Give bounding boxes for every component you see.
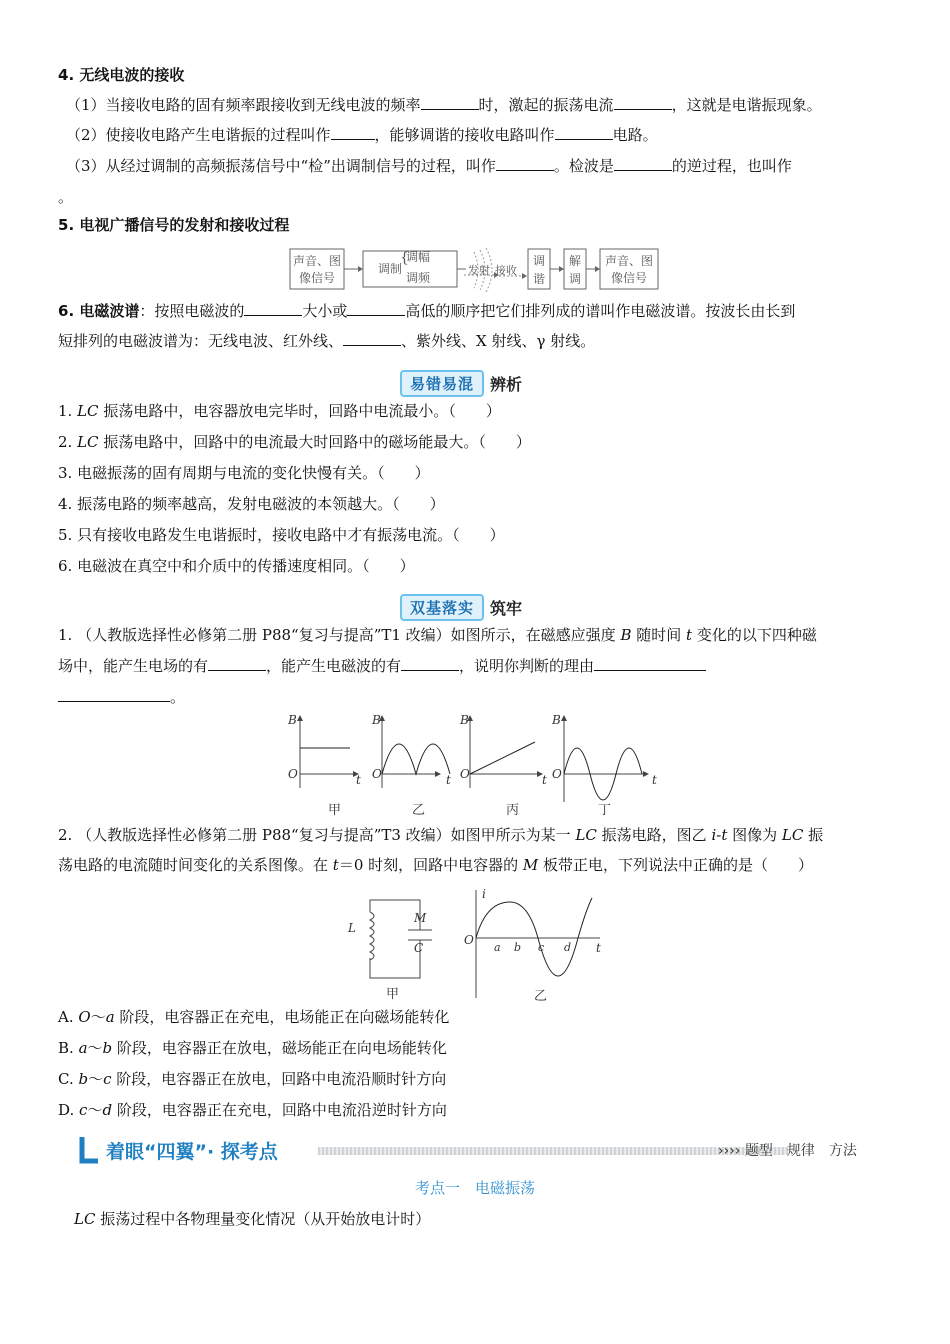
banner-basics [400,594,522,620]
s6-line-2: 短排列的电磁波谱为：无线电波、红外线、 、紫外线、X 射线、γ 射线。 [58,332,596,350]
q2-tick-b: b [514,941,522,954]
q1-graph2-origin: O [372,767,382,781]
flow-box5-line1: 声音、图 [604,254,654,268]
s4-line-3: （3）从经过调制的高频振荡信号中“检”出调制信号的过程，叫作 。检波是 的逆过程，也叫作 [66,157,792,175]
q1-line-2: 场中，能产生电场的有 ，能产生电磁波的有 ，说明你判断的理由 [58,655,706,677]
option-a: A. O～a 阶段，电容器正在充电，电场能正在向磁场能转化 [58,1008,450,1026]
judge-item: 2. LC 振荡电路中，回路中的电流最大时回路中的磁场能最大。（ ） [58,433,531,451]
flow-box4-line1: 解 [568,254,582,268]
q2-line-1: 2. （人教版选择性必修第二册 P88“复习与提高”T3 改编）如图甲所示为某一 LC 振荡电路，图乙 i-t 图像为 LC 振 [58,826,824,844]
q1-caption-3: 丙 [506,803,520,818]
section-bracket-icon [78,1135,102,1165]
last-line: LC 振荡过程中各物理量变化情况（从开始放电计时） [74,1210,431,1228]
flow-sub-fm: 调频 [406,271,431,285]
q2-circuit-caption: 甲 [386,987,400,1002]
section-title: 着眼“四翼”· 探考点 [106,1141,278,1163]
q1-graph4-xlabel: t [652,773,657,787]
q1-graph3-xlabel: t [542,773,547,787]
q1-graph1-ylabel: B [288,713,297,727]
section-header-bar [78,1135,878,1165]
q1-graph4-ylabel: B [552,713,561,727]
q2-label-M: M [414,911,427,925]
banner-errors-tail: 辨析 [490,374,523,394]
banner-basics-tail: 筑牢 [490,598,523,618]
s4-line-4: 。 [58,188,74,206]
option-c: C. b～c 阶段，电容器正在放电，回路中电流沿顺时针方向 [58,1070,447,1088]
section-4-title: 4. 无线电波的接收 [58,66,185,84]
q2-label-C: C [414,941,424,955]
q1-caption-2: 乙 [412,803,426,818]
q2-label-L: L [348,921,356,935]
q1-graphs [280,712,670,822]
flow-sub-am: 调幅 [406,250,431,264]
q1-line-1: 1. （人教版选择性必修第二册 P88“复习与提高”T1 改编）如图所示，在磁感应强度 B 随时间 t 变化的以下四种磁 [58,626,817,644]
s4-line-1: （1）当接收电路的固有频率跟接收到无线电波的频率 时，激起的振荡电流 ，这就是电谐振现象。 [66,96,822,114]
option-b: B. a～b 阶段，电容器正在放电，磁场能正在向电场能转化 [58,1039,447,1057]
banner-basics-tag: 双基落实 [400,594,484,621]
q2-graph-caption: 乙 [534,989,548,1004]
s6-line-1: 6. 电磁波谱：按照电磁波的 大小或 高低的顺序把它们排列成的谱叫作电磁波谱。按波长由长到 [58,302,796,320]
subsection-title: 考点一 电磁振荡 [414,1179,535,1197]
q2-graph-ylabel: i [482,888,486,901]
q1-graph2-ylabel: B [372,713,381,727]
q1-graph1-origin: O [288,767,298,781]
svg-text:{: { [400,250,409,266]
q1-graph4-origin: O [552,767,562,781]
q1-line-3: 。 [58,686,185,708]
q1-graph1-xlabel: t [356,773,361,787]
q1-caption-1: 甲 [328,803,342,818]
flow-box1-line1: 声音、图 [292,254,342,268]
judge-item: 1. LC 振荡电路中，电容器放电完毕时，回路中电流最小。（ ） [58,402,501,420]
banner-errors-tag: 易错易混 [400,370,484,397]
q2-line-2: 荡电路的电流随时间变化的关系图像。在 t＝0 时刻，回路中电容器的 M 板带正电，下列说法中正确的是（ ） [58,856,814,874]
q2-graph-xlabel: t [596,941,601,955]
judge-item: 4. 振荡电路的频率越高，发射电磁波的本领越大。（ ） [58,495,445,513]
flow-box2: 调制 [378,262,403,276]
q1-graph3-origin: O [460,767,470,781]
banner-errors [400,370,522,396]
q2-tick-a: a [494,941,501,954]
q1-graph3-ylabel: B [460,713,469,727]
q2-tick-d: d [564,941,572,954]
section-5-title: 5. 电视广播信号的发射和接收过程 [58,216,290,234]
judge-item: 5. 只有接收电路发生电谐振时，接收电路中才有振荡电流。（ ） [58,526,505,544]
flow-recv: 接收 [495,264,517,277]
flow-box3-line2: 谐 [532,272,546,286]
q2-figures [340,888,620,1004]
s4-line-2: （2）使接收电路产生电谐振的过程叫作 ，能够调谐的接收电路叫作 电路。 [66,126,658,144]
flow-box5-line2: 像信号 [610,271,648,285]
q1-caption-4: 丁 [598,803,612,818]
flow-box3-line1: 调 [532,254,546,268]
section-right-label: ›››› 题型 规律 方法 [718,1143,857,1159]
q1-graph2-xlabel: t [446,773,451,787]
flow-send: 发射 [468,264,490,277]
q2-tick-c: c [538,941,545,954]
judge-item: 3. 电磁振荡的固有周期与电流的变化快慢有关。（ ） [58,464,430,482]
option-d: D. c～d 阶段，电容器正在充电，回路中电流沿逆时针方向 [58,1101,447,1119]
flow-box4-line2: 调 [568,272,582,286]
q2-graph-origin: O [464,933,474,947]
flow-box1-line2: 像信号 [298,271,336,285]
judge-item: 6. 电磁波在真空中和介质中的传播速度相同。（ ） [58,557,415,575]
broadcast-flow-diagram [288,246,668,294]
